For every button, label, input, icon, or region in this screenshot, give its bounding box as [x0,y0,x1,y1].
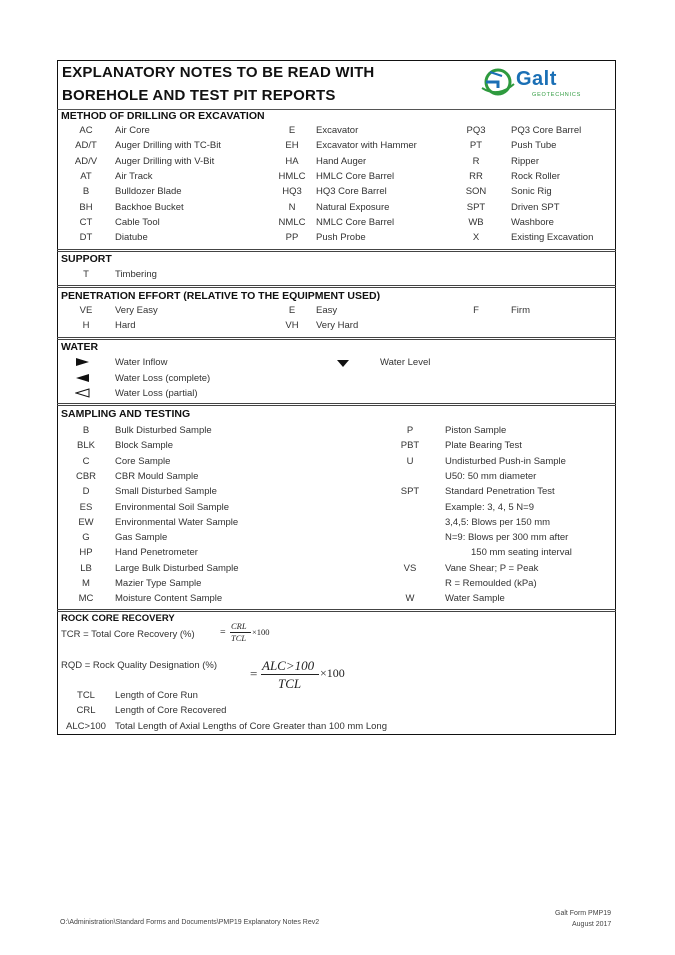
rock-term-definition: Length of Core Run [115,690,198,701]
sampling-code: D [82,486,90,498]
section-heading-rock-core: ROCK CORE RECOVERY [61,613,175,624]
method-description: Auger Drilling with TC-Bit [115,140,221,152]
sampling-description: Hand Penetrometer [115,547,198,559]
method-code: BH [79,201,93,213]
method-description: Diatube [115,232,148,244]
method-code: R [472,155,480,167]
method-description: NMLC Core Barrel [316,216,395,228]
method-code: X [472,232,480,244]
sampling-description: N=9: Blows per 300 mm after [445,532,569,544]
method-description: Natural Exposure [316,201,390,213]
sampling-code: PBT [400,440,420,452]
sampling-code: LB [80,562,92,574]
rqd-equals: = [250,666,258,681]
sampling-code: EW [78,516,94,528]
sampling-description: Small Disturbed Sample [115,486,217,498]
method-description: Air Core [115,125,150,136]
sampling-code: U [406,455,414,467]
sampling-code: ES [79,501,93,513]
method-code: E [288,125,296,136]
sampling-description: Undisturbed Push-in Sample [445,455,566,467]
method-code: AD/T [75,140,97,152]
footer-file-path: O:\Administration\Standard Forms and Documents\PMP19 Explanatory Notes Rev2 [60,919,320,926]
sampling-code: W [405,593,415,605]
section-heading-water: WATER [61,341,99,353]
method-code: HA [285,155,299,167]
sampling-description: Plate Bearing Test [445,440,522,452]
section-heading-penetration: PENETRATION EFFORT (RELATIVE TO THE EQUIPMENT USED) [61,290,381,302]
method-code: CT [79,216,93,228]
sampling-description: Mazier Type Sample [115,578,202,589]
sampling-description: Bulk Disturbed Sample [115,425,212,436]
divider [57,403,616,406]
method-description: Bulldozer Blade [115,186,182,198]
sampling-description: U50: 50 mm diameter [445,470,537,482]
divider [57,249,616,252]
sampling-description: Core Sample [115,455,171,467]
sampling-description: Standard Penetration Test [445,486,555,498]
water-level-icon [336,359,350,368]
sampling-description: 150 mm seating interval [471,547,572,559]
method-code: AT [80,170,92,182]
method-code: PQ3 [466,125,486,136]
section-heading-method: METHOD OF DRILLING OR EXCAVATION [61,110,265,122]
penetration-description: Easy [316,305,338,316]
rqd-fraction-bar [261,674,319,675]
method-description: HMLC Core Barrel [316,170,395,182]
sampling-code: MC [78,593,94,605]
support-code: T [83,269,89,280]
sampling-description: Environmental Soil Sample [115,501,230,513]
logo-subtitle: GEOTECHNICS [532,92,582,98]
sampling-code: M [82,578,90,589]
water-inflow-icon [75,357,91,367]
rqd-multiplier: ×100 [320,666,345,680]
sampling-description: Gas Sample [115,532,168,544]
method-code: SON [465,186,487,198]
logo-wordmark: Galt [516,68,557,90]
sampling-description: Large Bulk Disturbed Sample [115,562,239,574]
divider [57,337,616,340]
rock-term: CRL [76,705,96,717]
rock-term-definition: Total Length of Axial Lengths of Core Greater than 100 mm Long [115,720,387,732]
sampling-description: Example: 3, 4, 5 N=9 [445,501,534,513]
galt-logo [480,66,590,102]
water-loss-partial-label: Water Loss (partial) [115,388,198,399]
method-description: Backhoe Bucket [115,201,184,213]
sampling-description: Piston Sample [445,425,507,436]
method-description: Excavator with Hammer [316,140,417,152]
section-heading-sampling: SAMPLING AND TESTING [61,408,191,420]
method-description: Driven SPT [511,201,560,213]
method-code: B [82,186,90,198]
divider [57,285,616,288]
method-description: Push Probe [316,232,366,244]
rock-term-definition: Length of Core Recovered [115,705,227,717]
rock-term: ALC>100 [66,720,106,732]
penetration-description: Very Easy [115,305,158,316]
method-description: Sonic Rig [511,186,552,198]
method-code: PP [285,232,299,244]
penetration-description: Very Hard [316,320,359,332]
penetration-code: F [473,305,479,316]
method-description: Hand Auger [316,155,367,167]
rqd-label: RQD = Rock Quality Designation (%) [61,660,218,671]
water-level-label: Water Level [380,357,431,368]
method-description: Air Track [115,170,153,182]
method-description: Washbore [511,216,554,228]
method-description: Cable Tool [115,216,160,228]
sampling-description: R = Remoulded (kPa) [445,578,537,589]
method-code: HMLC [278,170,306,182]
method-code: AD/V [74,155,98,167]
sampling-code: P [406,425,414,436]
method-code: EH [285,140,299,152]
method-description: Existing Excavation [511,232,594,244]
method-description: HQ3 Core Barrel [316,186,387,198]
rock-term: TCL [77,690,95,701]
sampling-code: C [82,455,90,467]
tcr-numerator: CRL [231,621,247,631]
sampling-code: B [82,425,90,436]
penetration-description: Hard [115,320,136,332]
sampling-code: CBR [75,470,97,482]
method-description: Auger Drilling with V-Bit [115,155,215,167]
water-loss-complete-label: Water Loss (complete) [115,373,211,384]
sampling-code: VS [403,562,417,574]
method-code: N [288,201,296,213]
penetration-code: E [288,305,296,316]
penetration-code: H [82,320,90,332]
divider [57,609,616,612]
method-code: WB [468,216,484,228]
method-description: Ripper [511,155,539,167]
sampling-description: Block Sample [115,440,174,452]
method-code: SPT [466,201,486,213]
method-description: Push Tube [511,140,557,152]
method-description: Rock Roller [511,170,561,182]
water-inflow-label: Water Inflow [115,357,168,368]
sampling-description: Vane Shear; P = Peak [445,562,539,574]
method-code: AC [79,125,93,136]
title-line-2: BOREHOLE AND TEST PIT REPORTS [62,87,336,104]
sampling-description: Water Sample [445,593,505,605]
sampling-code: SPT [400,486,420,498]
sampling-description: 3,4,5: Blows per 150 mm [445,516,551,528]
tcr-label: TCR = Total Core Recovery (%) [61,629,195,640]
method-description: Excavator [316,125,359,136]
penetration-code: VH [285,320,299,332]
support-description: Timbering [115,269,157,280]
penetration-description: Firm [511,305,530,316]
title-line-1: EXPLANATORY NOTES TO BE READ WITH [62,64,375,81]
tcr-multiplier: ×100 [252,627,270,637]
footer-form-number: Galt Form PMP19 [555,910,612,917]
water-loss-partial-icon [75,388,91,398]
rqd-numerator: ALC>100 [262,658,315,673]
method-code: DT [79,232,93,244]
penetration-code: VE [79,305,93,316]
sampling-code: HP [79,547,93,559]
water-loss-complete-icon [75,373,91,383]
method-description: PQ3 Core Barrel [511,125,582,136]
sampling-description: CBR Mould Sample [115,470,199,482]
section-heading-support: SUPPORT [61,253,112,265]
method-code: RR [469,170,483,182]
rqd-denominator: TCL [278,676,302,691]
tcr-denominator: TCL [231,633,247,643]
method-code: HQ3 [282,186,302,198]
sampling-description: Moisture Content Sample [115,593,223,605]
tcr-equals: = [220,627,226,638]
sampling-code: BLK [77,440,95,452]
sampling-description: Environmental Water Sample [115,516,239,528]
sampling-code: G [82,532,90,544]
method-code: NMLC [278,216,306,228]
method-code: PT [469,140,483,152]
footer-date: August 2017 [572,921,612,928]
